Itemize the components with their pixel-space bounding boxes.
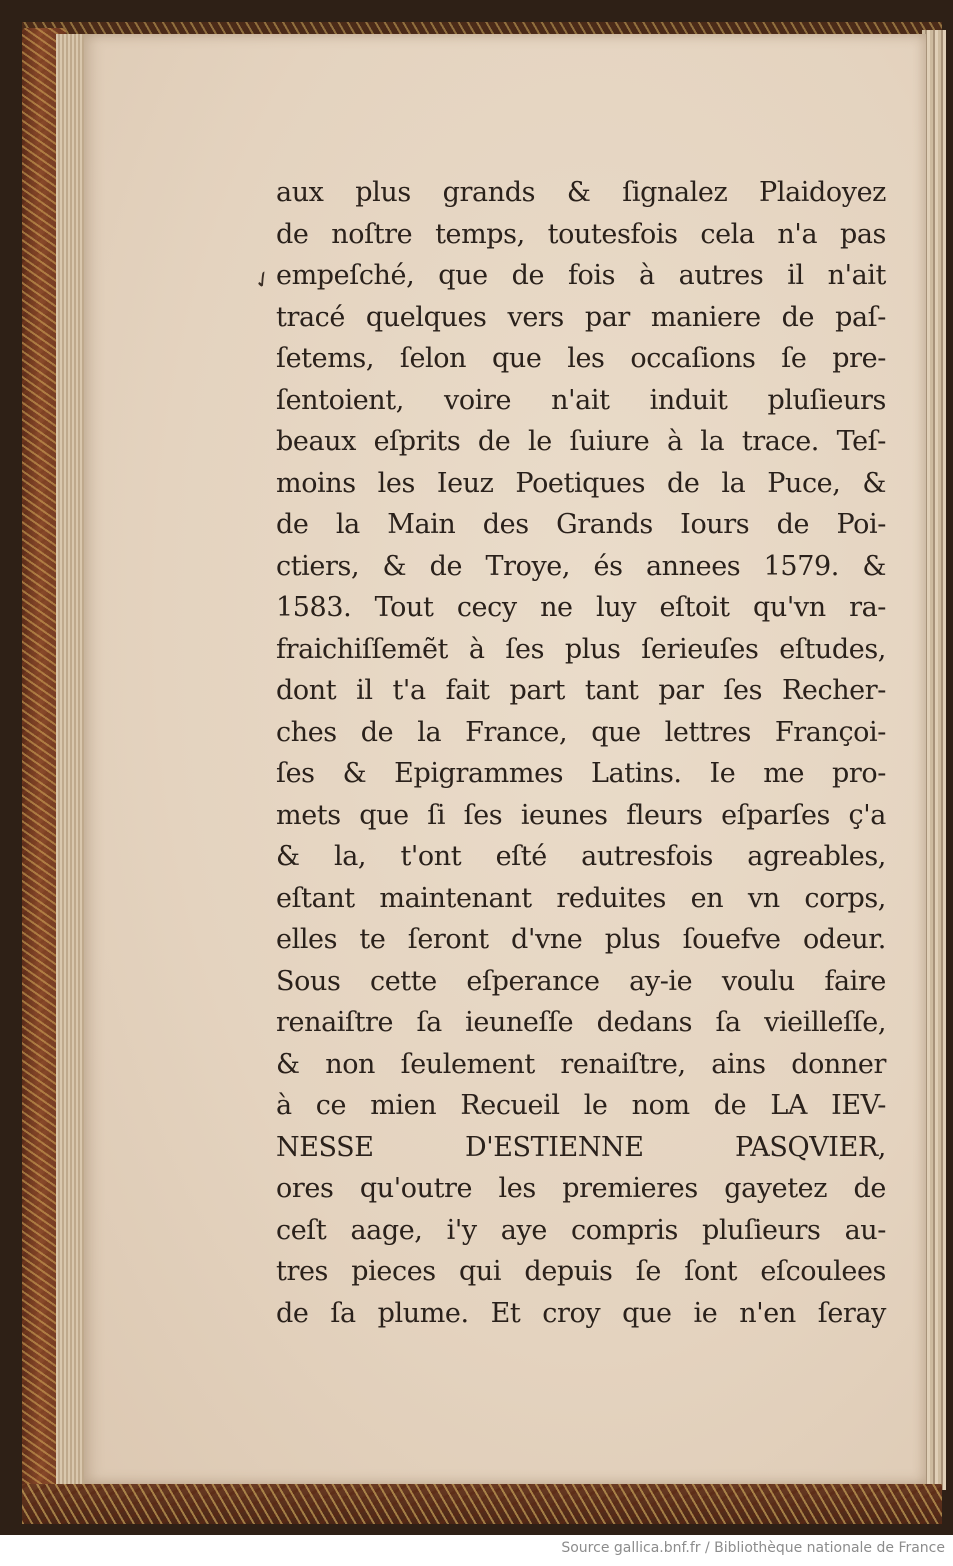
text-line: de la Main des Grands Iours de Poi-: [276, 509, 886, 540]
text-line: dont il t'a fait part tant par ſes Recher-: [276, 675, 886, 706]
page-stack-left: [56, 34, 86, 1486]
page-text: [276, 172, 886, 1334]
text-line: à ce mien Recueil le nom de LA IEV-: [276, 1090, 886, 1121]
text-line: tres pieces qui depuis ſe ſont eſcoulees: [276, 1256, 886, 1287]
text-line: ctiers, & de Troye, és annees 1579. &: [276, 550, 886, 582]
text-line: de noſtre temps, toutesfois cela n'a pas: [276, 218, 886, 250]
text-line: ches de la France, que lettres Françoi-: [276, 716, 886, 748]
text-line: de ſa plume. Et croy que ie n'en ſeray: [276, 1297, 886, 1329]
cover-bottom-edge: [22, 1484, 942, 1524]
text-line: & non ſeulement renaiſtre, ains donner: [276, 1048, 886, 1080]
text-line: aux plus grands & ſignalez Plaidoyez: [276, 177, 886, 208]
text-line: ſentoient, voire n'ait induit pluſieurs: [276, 384, 886, 416]
text-line: ſetems, ſelon que les occaſions ſe pre-: [276, 343, 886, 374]
text-line: tracé quelques vers par maniere de paſ-: [276, 301, 886, 333]
text-line: moins les Ieuz Poetiques de la Puce, &: [276, 467, 886, 499]
text-line: eſtant maintenant reduites en vn corps,: [276, 882, 886, 914]
text-line: Sous cette eſperance ay-ie voulu faire: [276, 965, 886, 997]
margin-annotation-mark: ✓: [248, 265, 278, 296]
text-line: empeſché, que de fois à autres il n'ait: [276, 260, 886, 291]
text-line: ores qu'outre les premieres gayetez de: [276, 1173, 886, 1204]
text-line: NESSE D'ESTIENNE PASQVIER,: [276, 1131, 886, 1163]
source-credit: Source gallica.bnf.fr / Bibliothèque nationale de France: [561, 1540, 945, 1556]
text-line: mets que ſi ſes ieunes fleurs eſparſes ç'a: [276, 799, 886, 831]
text-line: elles te ſeront d'vne plus ſouefve odeur.: [276, 924, 886, 955]
text-line: & la, t'ont eſté autresfois agreables,: [276, 841, 886, 872]
text-line: ſes & Epigrammes Latins. Ie me pro-: [276, 758, 886, 789]
text-line: renaiſtre ſa ieuneſſe dedans ſa vieilleſſe,: [276, 1007, 886, 1038]
text-line: beaux eſprits de le ſuiure à la trace. Teſ-: [276, 426, 886, 457]
text-line: ceſt aage, i'y aye compris pluſieurs au-: [276, 1214, 886, 1246]
text-line: fraichiſſemẽt à ſes plus ſerieuſes eſtudes,: [276, 633, 886, 665]
text-line: 1583. Tout cecy ne luy eſtoit qu'vn ra-: [276, 592, 886, 623]
